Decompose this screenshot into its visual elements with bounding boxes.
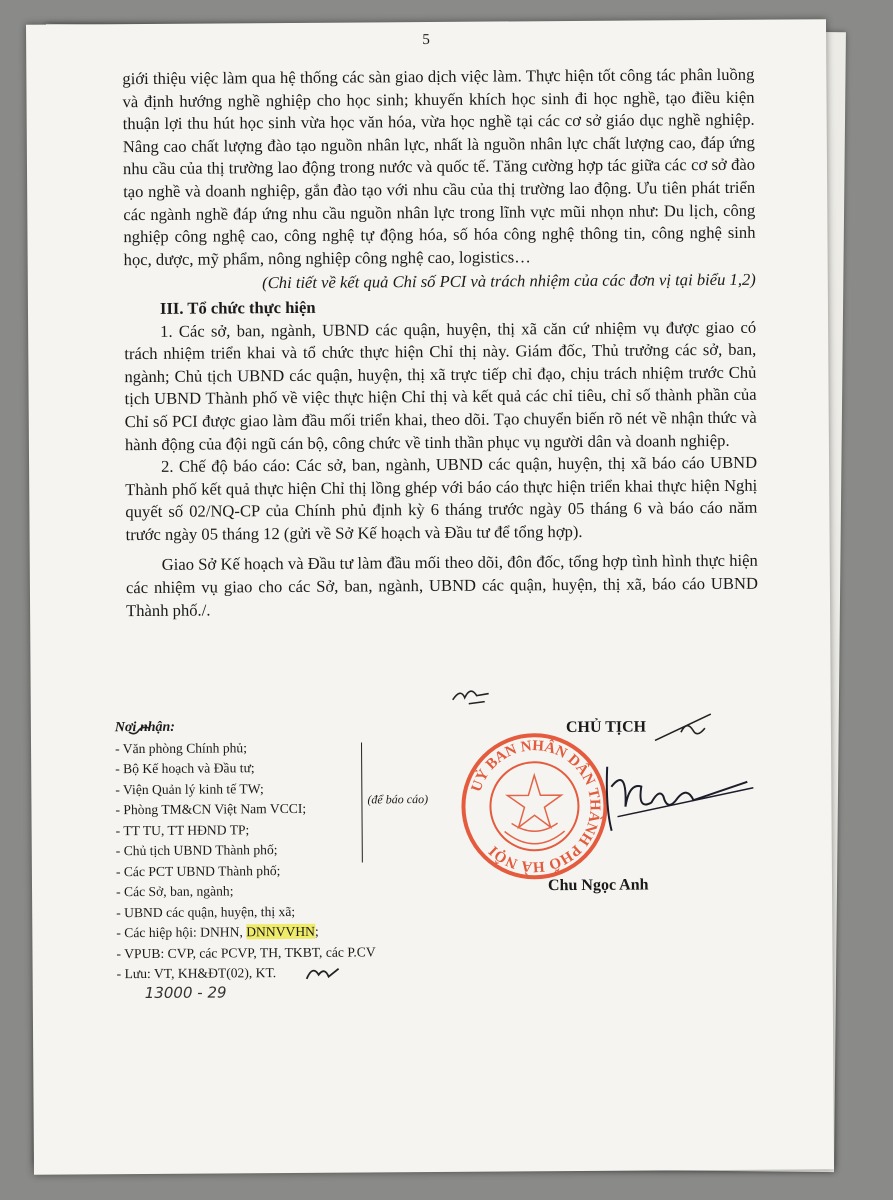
signer-title: CHỦ TỊCH [565,718,647,737]
highlighted-text: DNNVVHN [246,923,315,940]
list-item: - Chủ tịch UBND Thành phố; [115,842,278,859]
assoc-suffix: ; [314,923,319,939]
pci-note: (Chi tiết về kết quả Chỉ số PCI và trách nhiệm của các đơn vị tại biểu 1,2) [262,270,756,293]
signer-name: Chu Ngọc Anh [547,876,649,895]
item-1: 1. Các sở, ban, ngành, UBND các quận, huyện, thị xã căn cứ nhiệm vụ được giao có trách nhiệm triển khai và tổ chức thực hiện Chỉ thị này. Giám đốc, Thủ trưởng các sở, ban, ngành; Chủ tịch UBND các quận, huyện, thị xã trực tiếp chỉ đạo, chịu trách nhiệm trước Chủ tịch UBND Thành phố về việc thực hiện Chỉ thị và kết quả các chỉ tiêu, chỉ số thành phần của Chỉ số PCI được giao làm đầu mối triển khai, theo dõi. Tạo chuyển biến rõ nét về nhận thức và hành động của đội ngũ cán bộ, công chức về tinh thần phục vụ người dân và doanh nghiệp. [124,317,757,454]
list-item: - Các PCT UBND Thành phố; [115,862,281,879]
list-item-associations [116,921,476,944]
list-item: - UBND các quận, huyện, thị xã; [116,903,296,920]
seal-text: UỶ BAN NHÂN DÂN THÀNH PHỐ HÀ NỘI [468,738,603,875]
assoc-prefix: - Các hiệp hội: DNHN, [116,924,247,941]
list-item: - Phòng TM&CN Việt Nam VCCI; [115,800,307,818]
section-heading: III. Tổ chức thực hiện [159,297,316,318]
official-seal [459,731,610,882]
recipients-block [115,716,477,985]
recipients-list [115,736,477,985]
paragraph-1: giới thiệu việc làm qua hệ thống các sàn giao dịch việc làm. Thực hiện tốt công tác phân luồng và định hướng nghề nghiệp cho học sinh; khuyến khích học sinh đi học nghề, tạo điều kiện thuận lợi thu hút học sinh vừa học văn hóa, vừa học nghề tại các cơ sở giáo dục nghề nghiệp. Nâng cao chất lượng đào tạo nguồn nhân lực, nhất là nguồn nhân lực chất lượng cao, đáp ứng nhu cầu của thị trường lao động trong nước và quốc tế. Tăng cường hợp tác giữa các cơ sở đào tạo nghề và doanh nghiệp, gắn đào tạo với nhu cầu của thị trường lao động. Ưu tiên phát triển các ngành nghề đáp ứng nhu cầu nguồn nhân lực trong lĩnh vực mũi nhọn như: Du lịch, công nghiệp công nghệ cao, công nghệ tự động hóa, số hóa công nghệ thông tin, công nghệ sinh học, dược, mỹ phẩm, nông nghiệp công nghệ cao, logistics… [122,64,756,269]
title-initial-mark [651,710,721,746]
initial-mark [451,684,491,708]
item-2: 2. Chế độ báo cáo: Các sở, ban, ngành, UBND các quận, huyện, thị xã báo cáo UBND Thành phố kết quả thực hiện Chỉ thị lồng ghép với báo cáo thực hiện triển khai thực hiện Nghị quyết số 02/NQ-CP của Chính phủ định kỳ 6 tháng trước ngày 05 tháng 6 và báo cáo năm trước ngày 05 tháng 12 (gửi về Sở Kế hoạch và Đầu tư để tổng hợp). [125,452,758,544]
list-item-archive: - Lưu: VT, KH&ĐT(02), KT. [116,965,277,982]
handwritten-signature [597,746,758,847]
list-item-vpub: - VPUB: CVP, các PCVP, TH, TKBT, các P.CV [116,943,376,961]
archive-initial-mark [303,961,343,983]
handwritten-note: 13000 - 29 [144,983,227,1003]
recipients-title: Nơi nhận: [114,719,176,736]
page-number: 5 [422,31,430,49]
list-item: - Các Sở, ban, ngành; [115,883,234,900]
list-item: - TT TU, TT HĐND TP; [115,821,250,838]
list-item: - Viện Quản lý kinh tế TW; [115,780,264,797]
list-item: - Bộ Kế hoạch và Đầu tư; [115,760,255,777]
closing-paragraph: Giao Sở Kế hoạch và Đầu tư làm đầu mối theo dõi, đôn đốc, tổng hợp tình hình thực hiện các nhiệm vụ giao cho các Sở, ban, ngành, UBND các quận, huyện, thị xã, báo cáo UBND Thành phố./. [125,551,758,620]
list-item: - Văn phòng Chính phủ; [114,739,248,756]
document-body [122,64,758,623]
document-page [26,19,834,1175]
tick-mark [127,724,151,738]
for-report-label: (để báo cáo) [367,792,429,807]
